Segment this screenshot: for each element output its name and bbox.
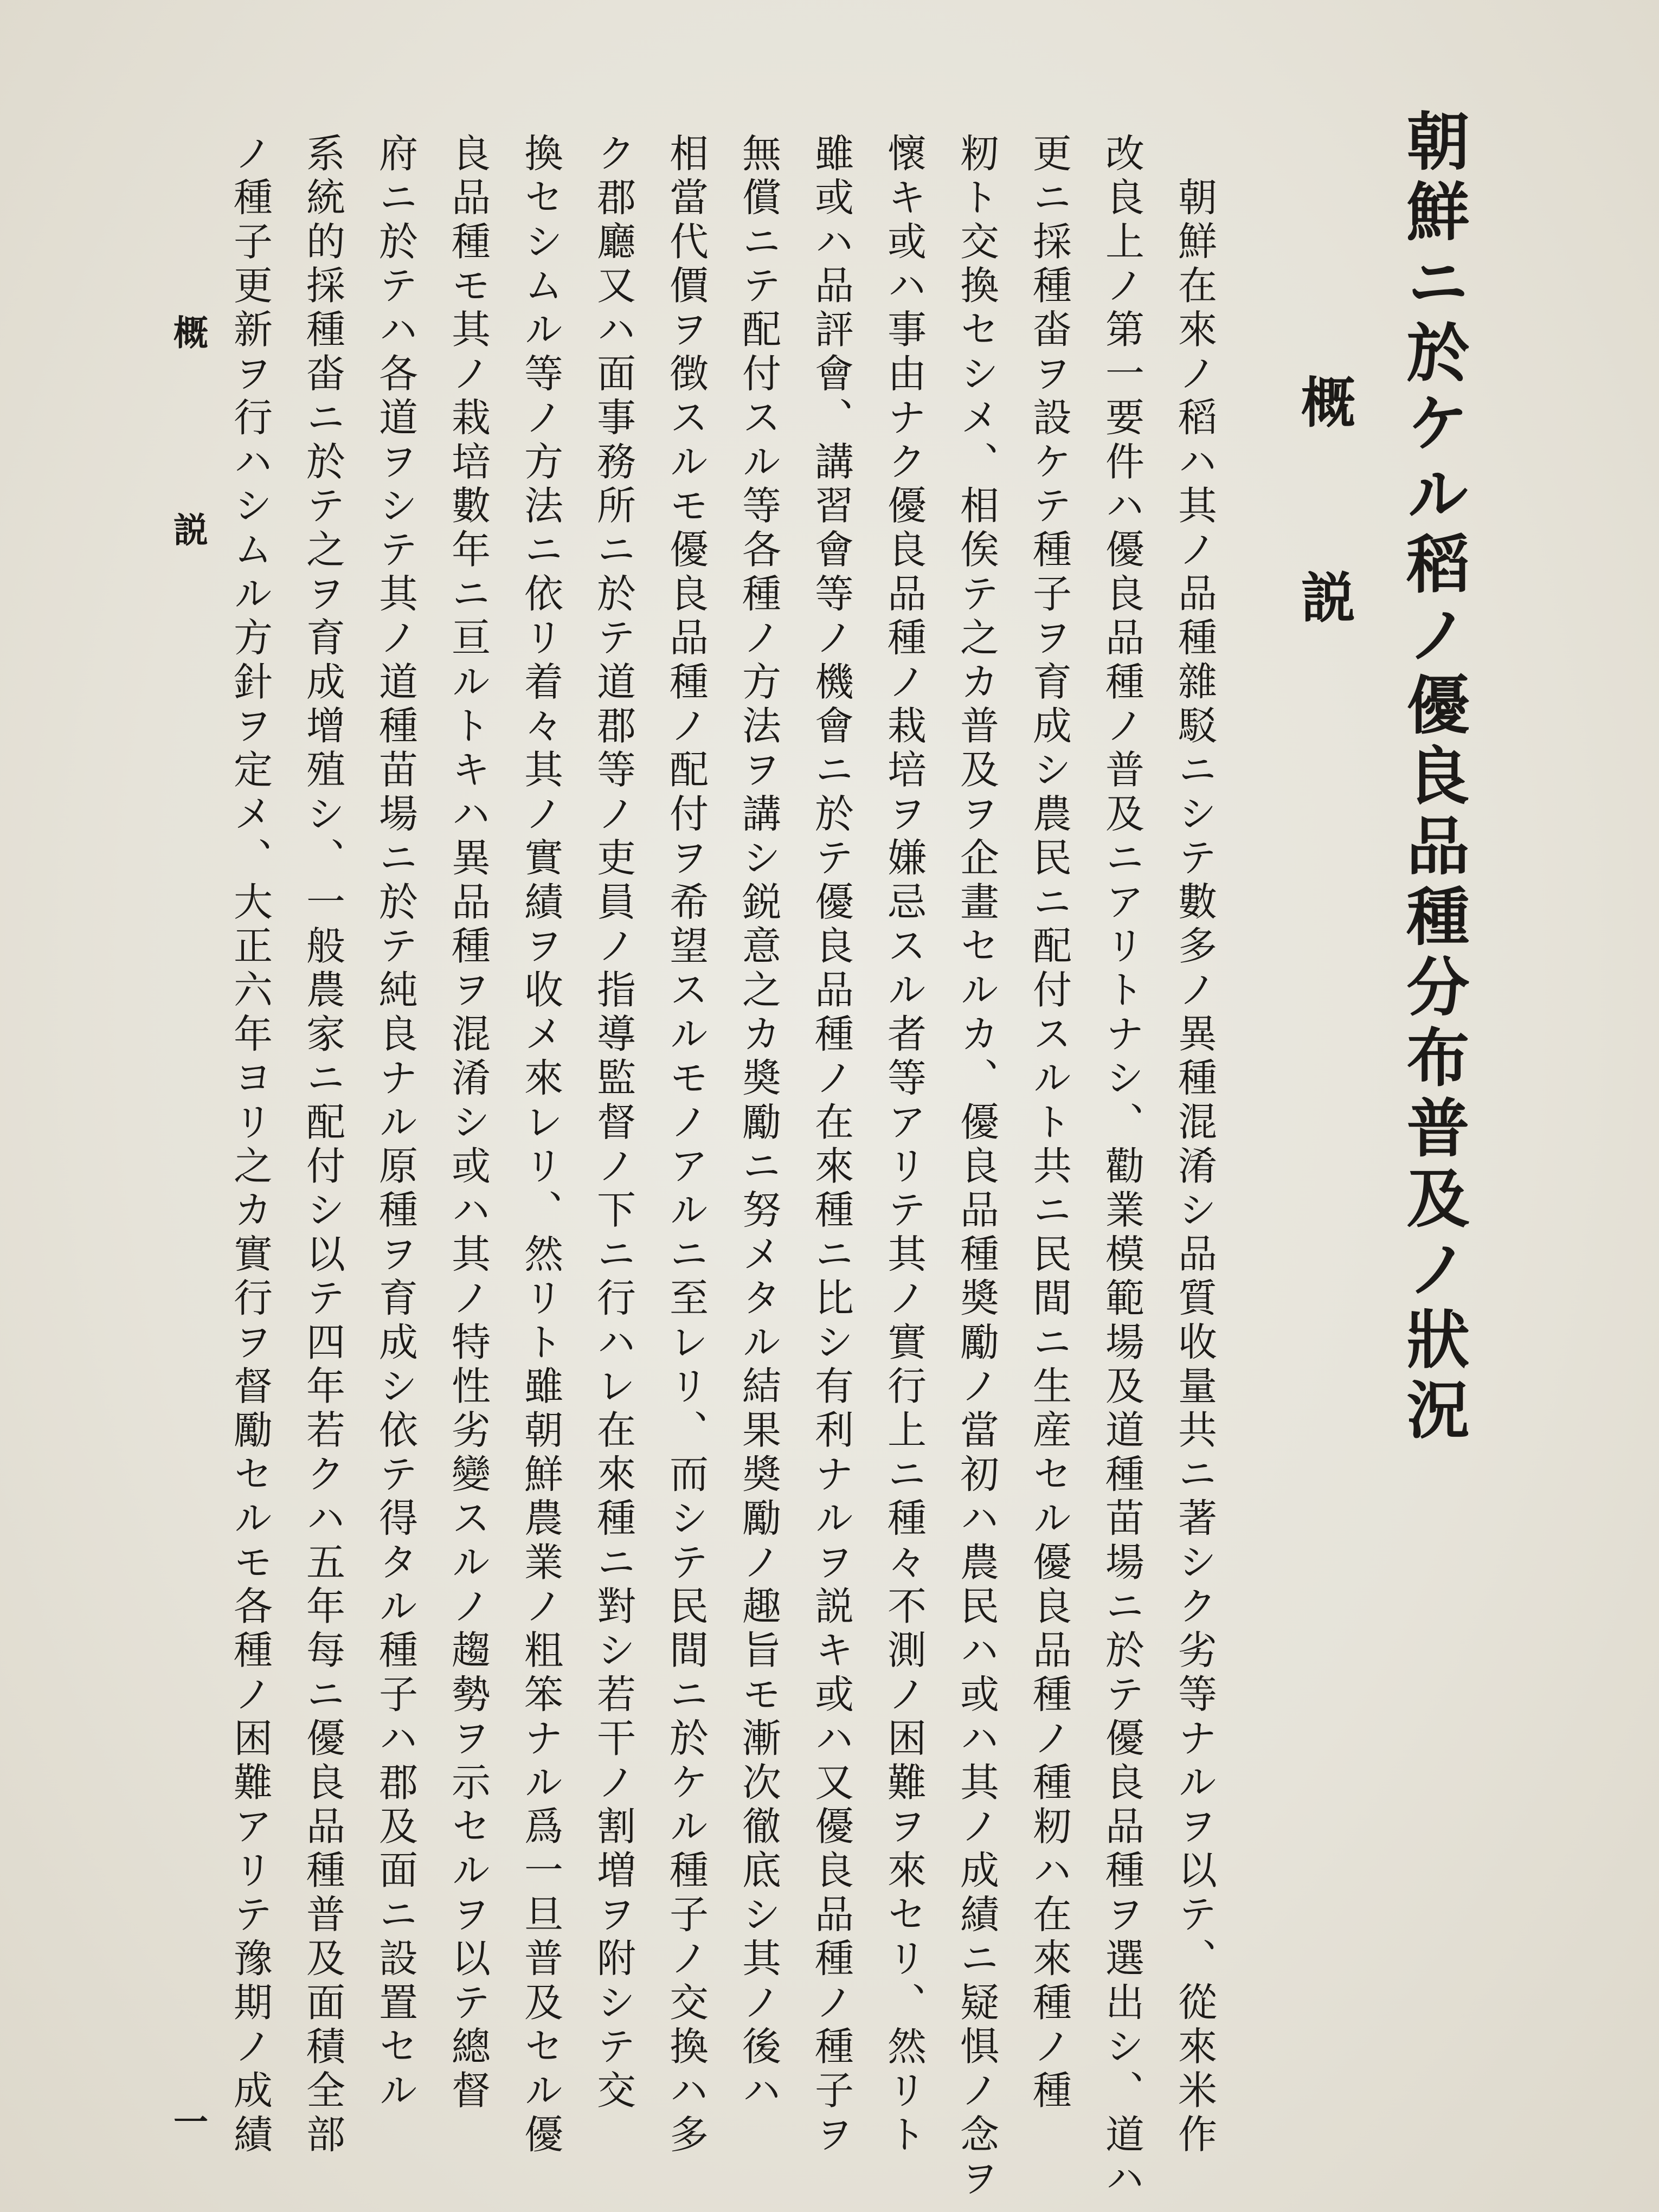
text-column: 相當代價ヲ徴スルモ優良品種ノ配付ヲ希望スルモノアルニ至レリ、而シテ民間ニ於ケル種子ノ交換ハ多	[663, 133, 709, 2158]
text-column: 改良上ノ第一要件ハ優良品種ノ普及ニアリトナシ、勸業模範場及道種苗場ニ於テ優良品種ヲ選出シ、道ハ	[1099, 133, 1144, 2202]
text-column: 懷キ或ハ事由ナク優良品種ノ栽培ヲ嫌忌スル者等アリテ其ノ實行上ニ種々不測ノ困難ヲ來セリ、然リト	[881, 133, 927, 2158]
text-column: 更ニ採種畓ヲ設ケテ種子ヲ育成シ農民ニ配付スルト共ニ民間ニ生産セル優良品種ノ種籾ハ在來種ノ種	[1026, 133, 1072, 2114]
running-footer: 概説	[168, 314, 208, 709]
text-column: 換セシムル等ノ方法ニ依リ着々其ノ實績ヲ收メ來レリ、然リト雖朝鮮農業ノ粗笨ナル爲一旦普及セル優	[518, 133, 563, 2158]
text-column: 雖或ハ品評會、講習會等ノ機會ニ於テ優良品種ノ在來種ニ比シ有利ナルヲ説キ或ハ又優良品種ノ種子ヲ	[808, 133, 854, 2158]
text-column: 系統的採種畓ニ於テ之ヲ育成增殖シ、一般農家ニ配付シ以テ四年若クハ五年每ニ優良品種普及面積全部	[300, 133, 345, 2158]
text-column: ク郡廳又ハ面事務所ニ於テ道郡等ノ吏員ノ指導監督ノ下ニ行ハレ在來種ニ對シ若干ノ割増ヲ附シテ交	[590, 133, 636, 2114]
text-column: 府ニ於テハ各道ヲシテ其ノ道種苗場ニ於テ純良ナル原種ヲ育成シ依テ得タル種子ハ郡及面ニ設置セル	[372, 133, 418, 2114]
text-column: 籾ト交換セシメ、相俟テ之カ普及ヲ企畫セルカ、優良品種奬勵ノ當初ハ農民ハ或ハ其ノ成績ニ疑惧ノ念ヲ	[954, 133, 999, 2202]
text-column: ノ種子更新ヲ行ハシムル方針ヲ定メ、大正六年ヨリ之カ實行ヲ督勵セルモ各種ノ困難アリテ豫期ノ成績	[227, 133, 273, 2158]
page-number: 一	[168, 2104, 208, 2138]
text-column: 良品種モ其ノ栽培數年ニ亘ルトキハ異品種ヲ混淆シ或ハ其ノ特性劣變スルノ趨勢ヲ示セルヲ以テ總督	[445, 133, 491, 2114]
page-title: 朝鮮ニ於ケル稻ノ優良品種分布普及ノ狀況	[1396, 108, 1470, 1448]
section-heading: 概説	[1292, 374, 1356, 764]
text-column: 朝鮮在來ノ稻ハ其ノ品種雜駁ニシテ數多ノ異種混淆シ品質收量共ニ著シク劣等ナルヲ以テ、從來米作	[1172, 177, 1217, 2158]
text-column: 無償ニテ配付スル等各種ノ方法ヲ講シ鋭意之カ奬勵ニ努メタル結果奬勵ノ趣旨モ漸次徹底シ其ノ後ハ	[736, 133, 781, 2114]
